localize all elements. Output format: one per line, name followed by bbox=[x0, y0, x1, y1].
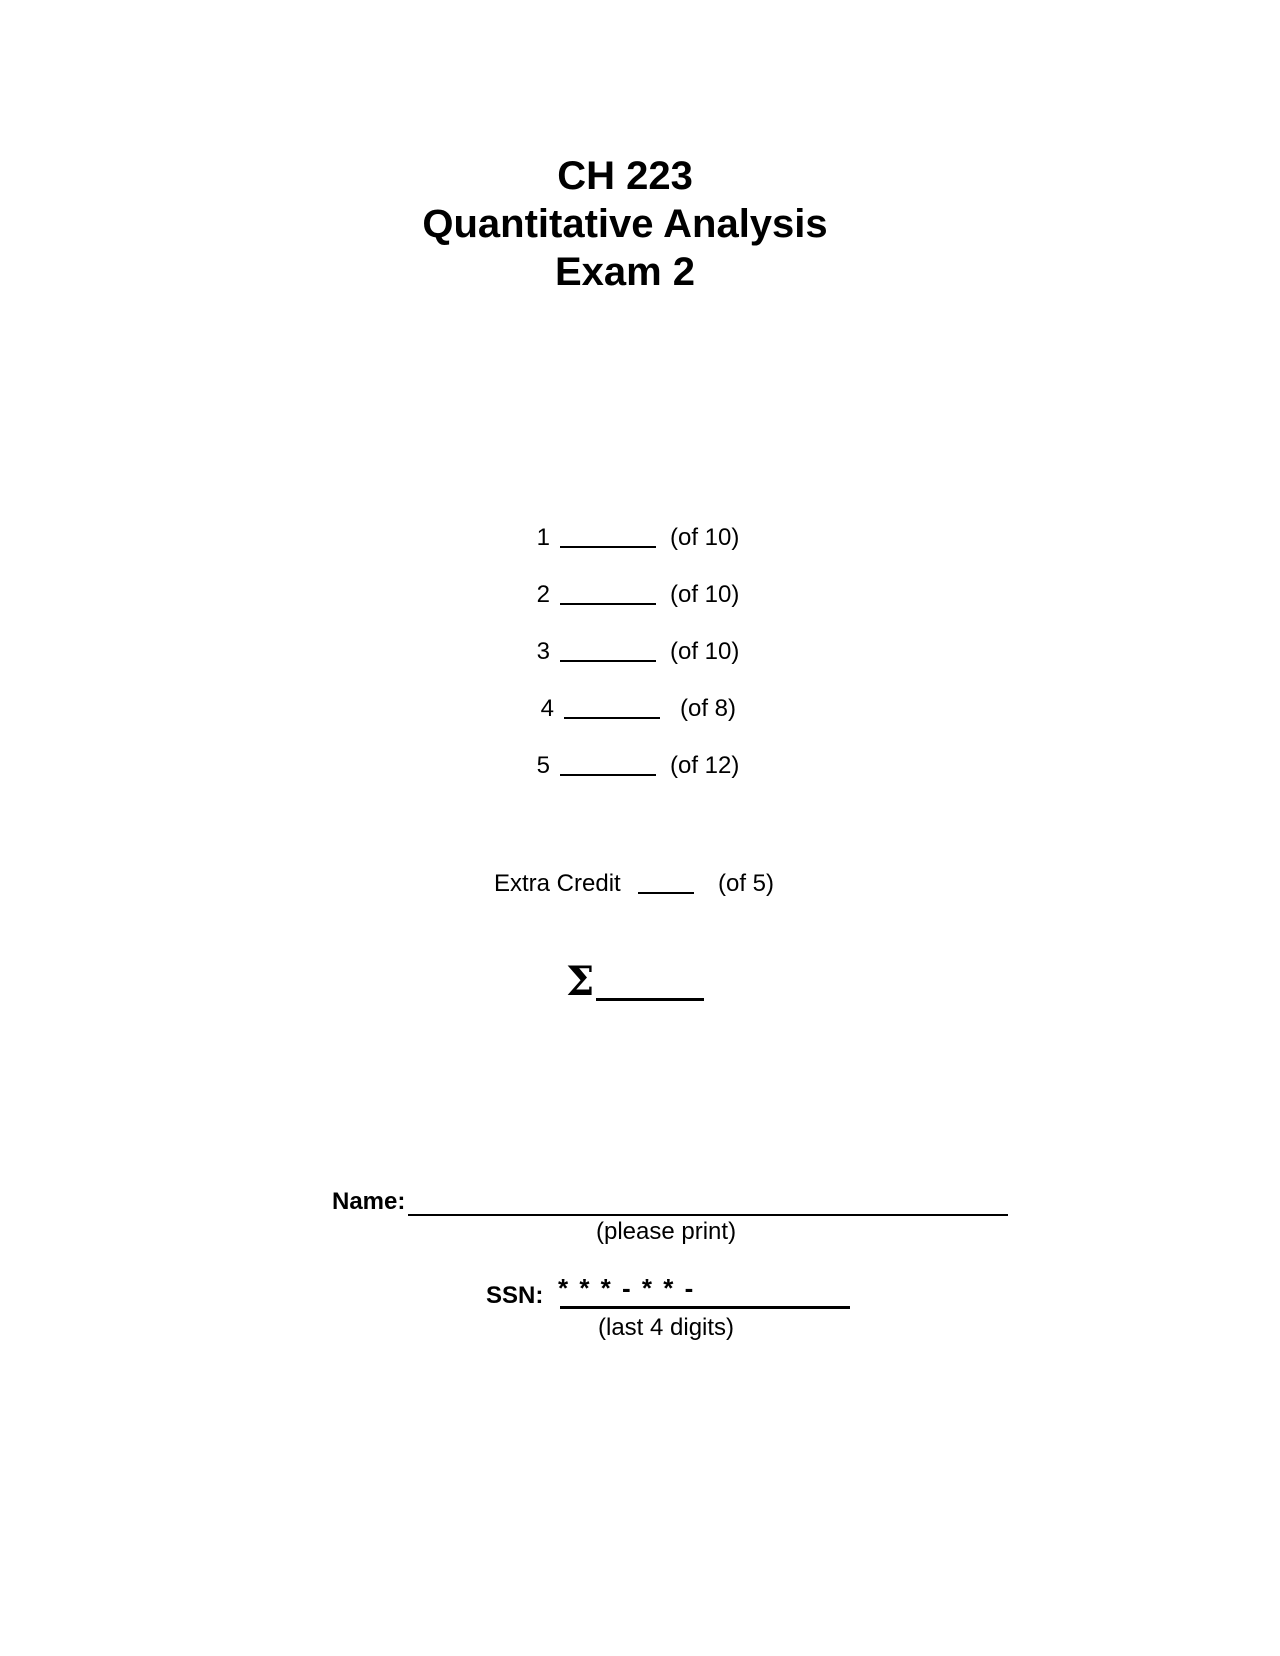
question-number: 2 bbox=[536, 581, 550, 608]
question-max-points: (of 10) bbox=[670, 524, 740, 551]
question-number: 4 bbox=[540, 695, 554, 722]
score-row-2 bbox=[520, 579, 760, 611]
ssn-field[interactable] bbox=[560, 1306, 850, 1309]
ssn-label: SSN: bbox=[486, 1282, 544, 1309]
question-number: 1 bbox=[536, 524, 550, 551]
ssn-hint: (last 4 digits) bbox=[598, 1314, 735, 1341]
question-number: 5 bbox=[536, 752, 550, 779]
total-blank[interactable] bbox=[596, 998, 704, 1001]
question-max-points: (of 10) bbox=[670, 581, 740, 608]
ssn-mask: * * * - * * - bbox=[558, 1273, 696, 1303]
question-max-points: (of 10) bbox=[670, 638, 740, 665]
title-block bbox=[0, 152, 1280, 296]
score-row-4 bbox=[524, 693, 764, 725]
name-hint: (please print) bbox=[596, 1218, 737, 1245]
score-blank[interactable] bbox=[560, 660, 656, 662]
total-sigma-symbol: Σ bbox=[566, 958, 595, 1005]
exam-title: Exam 2 bbox=[554, 250, 696, 294]
course-code: CH 223 bbox=[557, 154, 693, 198]
extra-credit-label: Extra Credit bbox=[494, 870, 621, 897]
score-blank[interactable] bbox=[564, 717, 660, 719]
extra-credit-row bbox=[494, 868, 794, 900]
question-max-points: (of 8) bbox=[680, 695, 737, 722]
score-row-3 bbox=[520, 636, 760, 668]
score-row-1 bbox=[520, 522, 760, 554]
course-subject: Quantitative Analysis bbox=[422, 202, 828, 246]
question-number: 3 bbox=[536, 638, 550, 665]
extra-credit-blank[interactable] bbox=[638, 892, 694, 894]
extra-credit-max-points: (of 5) bbox=[718, 870, 775, 897]
score-blank[interactable] bbox=[560, 774, 656, 776]
name-label: Name: bbox=[332, 1188, 406, 1215]
score-blank[interactable] bbox=[560, 603, 656, 605]
question-max-points: (of 12) bbox=[670, 752, 740, 779]
score-row-5 bbox=[520, 750, 760, 782]
score-blank[interactable] bbox=[560, 546, 656, 548]
